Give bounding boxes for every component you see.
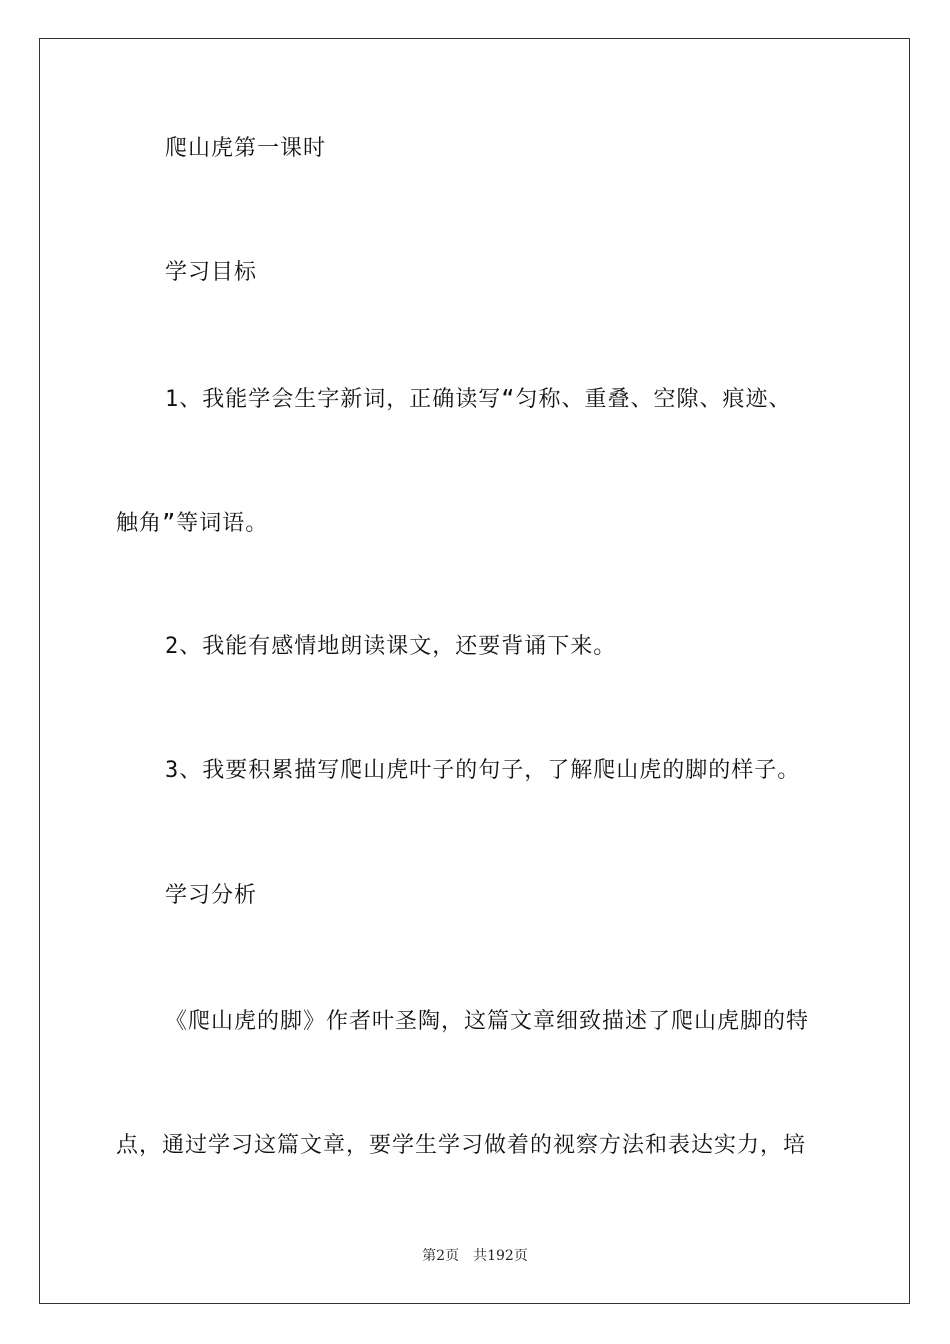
objective-3: 3、我要积累描写爬山虎叶子的句子，了解爬山虎的脚的样子。 [165, 758, 801, 783]
page-frame [39, 38, 910, 1304]
analysis-line-1: 《爬山虎的脚》作者叶圣陶，这篇文章细致描述了爬山虎脚的特 [165, 1009, 810, 1034]
objective-1-line-1: 1、我能学会生字新词，正确读写“匀称、重叠、空隙、痕迹、 [165, 387, 792, 412]
section-heading-analysis: 学习分析 [165, 883, 258, 908]
objective-1-line-2: 触角”等词语。 [116, 511, 269, 536]
page-footer [0, 1245, 950, 1265]
lesson-title: 爬山虎第一课时 [165, 136, 327, 161]
objective-2: 2、我能有感情地朗读课文，还要背诵下来。 [165, 634, 617, 659]
section-heading-objectives: 学习目标 [165, 260, 258, 285]
total-pages: 共192页 [473, 1248, 528, 1264]
page-number: 第2页 [422, 1248, 460, 1264]
analysis-line-2: 点，通过学习这篇文章，要学生学习做着的视察方法和表达实力，培 [116, 1133, 807, 1158]
